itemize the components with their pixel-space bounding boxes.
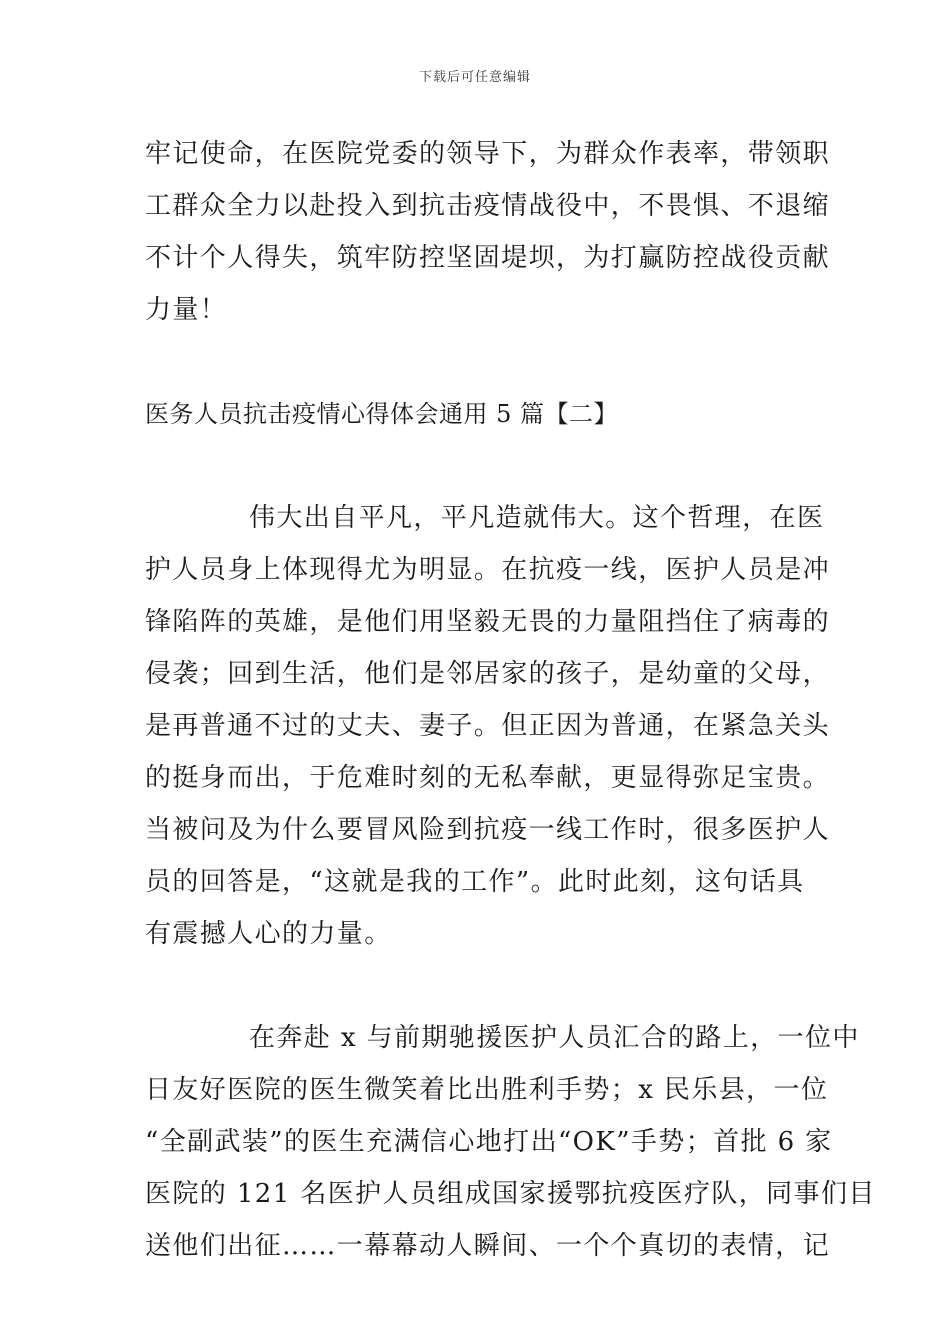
section-heading: 医务人员抗击疫情心得体会通用 5 篇【二】: [145, 400, 619, 428]
paragraph-line: 员的回答是，“这就是我的工作”。此时此刻，这句话具: [145, 867, 805, 897]
paragraph-spacer: [145, 336, 813, 388]
paragraph-line: 日友好医院的医生微笑着比出胜利手势；x 民乐县，一位: [145, 1075, 829, 1105]
document-body: [145, 128, 876, 1272]
paragraph-line: 牢记使命，在医院党委的领导下，为群众作表率，带领职: [145, 139, 831, 169]
paragraph-line: 护人员身上体现得尤为明显。在抗疫一线，医护人员是冲: [145, 555, 831, 585]
paragraph-line: 有震撼人心的力量。: [145, 919, 392, 949]
paragraph-first-line: 在奔赴 x 与前期驰援医护人员汇合的路上，一位中: [249, 1023, 860, 1053]
paragraph-1: [145, 128, 831, 336]
paragraph-line: 不计个人得失，筑牢防控坚固堤坝，为打赢防控战役贡献: [145, 243, 831, 273]
paragraph-line: 送他们出征……一幕幕动人瞬间、一个个真切的表情，记: [145, 1231, 831, 1261]
paragraph-line: 的挺身而出，于危难时刻的无私奉献，更显得弥足宝贵。: [145, 763, 831, 793]
page-header: 下载后可任意编辑: [418, 70, 531, 85]
paragraph-2: [145, 492, 831, 960]
paragraph-first-line: 伟大出自平凡，平凡造就伟大。这个哲理，在医: [249, 503, 825, 533]
paragraph-3: [145, 1012, 876, 1272]
paragraph-line: 侵袭；回到生活，他们是邻居家的孩子，是幼童的父母，: [145, 659, 831, 689]
paragraph-line: 医院的 121 名医护人员组成国家援鄂抗疫医疗队，同事们目: [145, 1179, 876, 1209]
paragraph-line: 当被问及为什么要冒风险到抗疫一线工作时，很多医护人: [145, 815, 831, 845]
paragraph-spacer: [145, 960, 813, 1012]
paragraph-line: 是再普通不过的丈夫、妻子。但正因为普通，在紧急关头: [145, 711, 831, 741]
paragraph-line: “全副武装”的医生充满信心地打出“OK”手势；首批 6 家: [145, 1127, 833, 1157]
paragraph-line: 工群众全力以赴投入到抗击疫情战役中，不畏惧、不退缩: [145, 191, 831, 221]
paragraph-spacer: [145, 440, 813, 492]
paragraph-line: 锋陷阵的英雄，是他们用坚毅无畏的力量阻挡住了病毒的: [145, 607, 831, 637]
paragraph-line: 力量！: [145, 295, 228, 325]
